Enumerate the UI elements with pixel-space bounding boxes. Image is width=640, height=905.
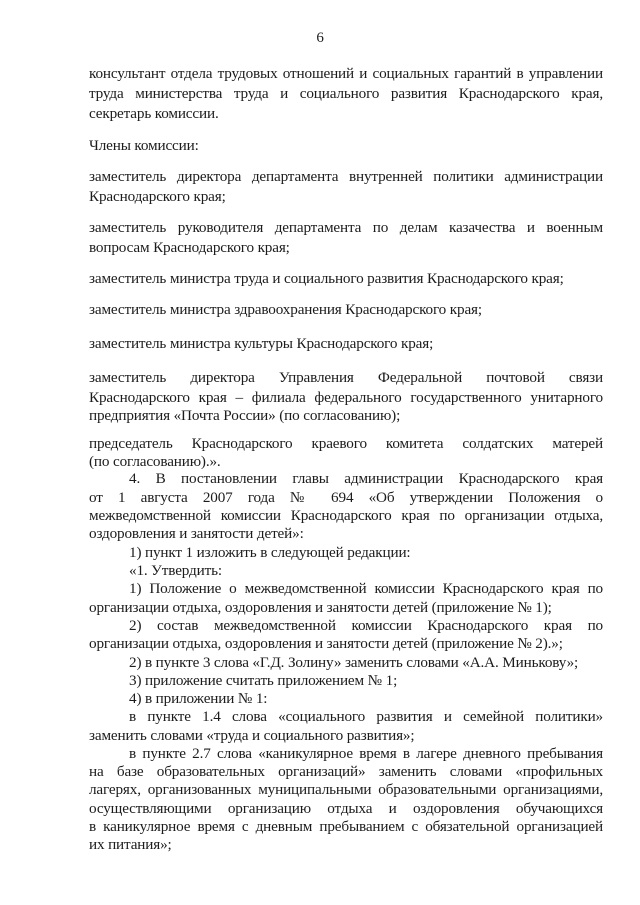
section-heading: Члены комиссии: — [89, 137, 199, 154]
text-line: консультант отдела трудовых отношений и социальных гарантий в управлении — [89, 65, 603, 82]
text-line: 3) приложение считать приложением № 1; — [129, 672, 398, 689]
text-line: организации отдыха, оздоровления и занятости детей (приложение № 1); — [89, 599, 552, 616]
text-line: осуществляющими организацию отдыха и оздоровления обучающихся — [89, 800, 603, 817]
text-line: межведомственной комиссии Краснодарского края по организации отдыха, — [89, 507, 603, 524]
text-line: оздоровления и занятости детей»: — [89, 525, 304, 542]
text-line: от 1 августа 2007 года № 694 «Об утверждении Положения о — [89, 489, 603, 506]
text-line: 4. В постановлении главы администрации Краснодарского края — [129, 470, 603, 487]
text-line: в каникулярное время с дневным пребыванием с обязательной организацией — [89, 818, 603, 835]
text-line: организации отдыха, оздоровления и занятости детей (приложение № 2).»; — [89, 635, 563, 652]
text-line: «1. Утвердить: — [129, 562, 222, 579]
text-line: заместитель директора департамента внутренней политики администрации — [89, 168, 603, 185]
text-line: в пункте 1.4 слова «социального развития и семейной политики» — [129, 708, 603, 725]
text-line: лагерях, организованных муниципальными образовательными организациями, — [89, 781, 603, 798]
text-line: Краснодарского края – филиала федерального государственного унитарного — [89, 389, 603, 406]
text-line: 2) в пункте 3 слова «Г.Д. Золину» заменить словами «А.А. Минькову»; — [129, 654, 579, 671]
text-line: председатель Краснодарского краевого комитета солдатских матерей — [89, 435, 603, 452]
text-line: заместитель руководителя департамента по делам казачества и военным — [89, 219, 603, 236]
text-line: вопросам Краснодарского края; — [89, 239, 290, 256]
text-line: 1) пункт 1 изложить в следующей редакции: — [129, 544, 411, 561]
text-line: Краснодарского края; — [89, 188, 226, 205]
text-line: заменить словами «труда и социального развития»; — [89, 727, 415, 744]
text-line: труда министерства труда и социального развития Краснодарского края, — [89, 85, 603, 102]
text-line: заместитель министра здравоохранения Краснодарского края; — [89, 301, 482, 318]
page-number: 6 — [316, 30, 324, 46]
text-line: их питания»; — [89, 836, 172, 853]
text-line: 1) Положение о межведомственной комиссии Краснодарского края по — [129, 580, 603, 597]
text-line: (по согласованию).». — [89, 453, 221, 470]
text-line: секретарь комиссии. — [89, 105, 219, 122]
text-line: на базе образовательных организаций» заменить словами «профильных — [89, 763, 603, 780]
text-line: заместитель министра труда и социального развития Краснодарского края; — [89, 270, 564, 287]
text-line: предприятия «Почта России» (по согласованию); — [89, 407, 401, 424]
text-line: 4) в приложении № 1: — [129, 690, 268, 707]
text-line: заместитель директора Управления Федеральной почтовой связи — [89, 369, 603, 386]
text-line: в пункте 2.7 слова «каникулярное время в лагере дневного пребывания — [129, 745, 603, 762]
text-line: 2) состав межведомственной комиссии Краснодарского края по — [129, 617, 603, 634]
text-line: заместитель министра культуры Краснодарского края; — [89, 335, 434, 352]
